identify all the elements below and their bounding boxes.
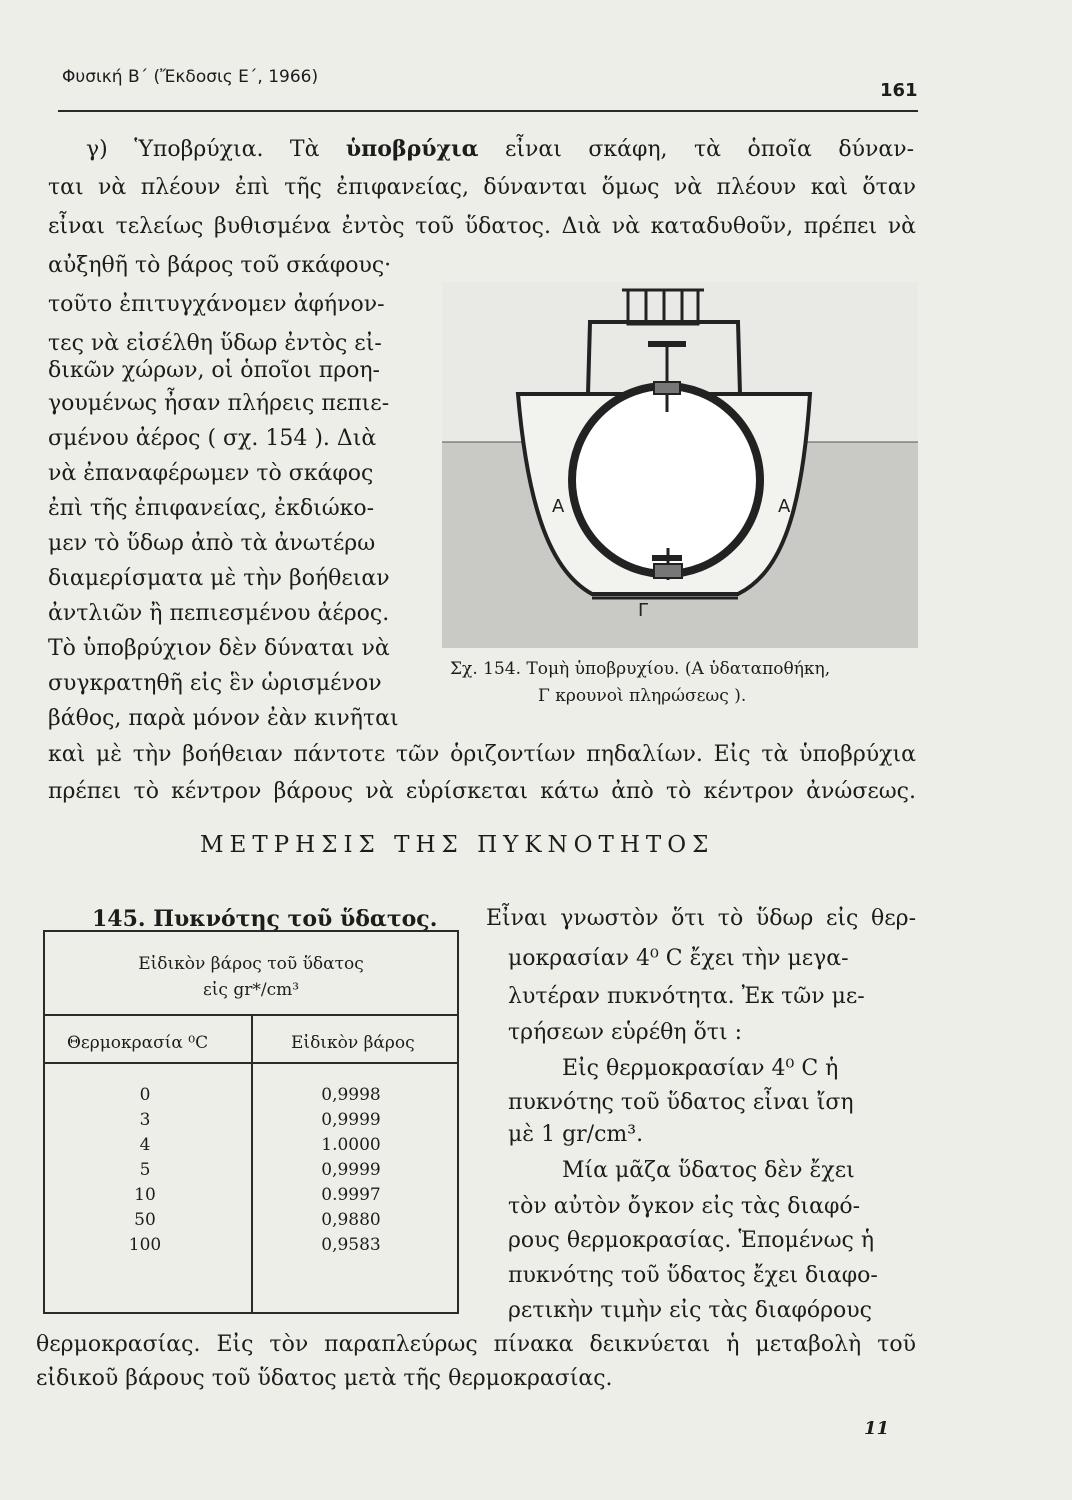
text-line: γ) Ὑποβρύχια. Τὰ ὑποβρύχια εἶναι σκάφη, τὰ ὁποῖα δύναν- — [86, 136, 915, 162]
text-line: αὐξηθῆ τὸ βάρος τοῦ σκάφους· — [48, 253, 392, 278]
column-header-specific-weight: Εἰδικὸν βάρος — [291, 1033, 415, 1053]
table-cell-value: 0,9999 — [321, 1110, 381, 1130]
text-line: Εἰς θερμοκρασίαν 4⁰ C ἡ — [562, 1056, 839, 1081]
header-rule — [58, 110, 918, 112]
text-line: μοκρασίαν 4⁰ C ἔχει τὴν μεγα- — [508, 946, 849, 971]
table-cell-temperature: 10 — [134, 1185, 156, 1205]
text-line: ρους θερμοκρασίας. Ἑπομένως ἡ — [508, 1228, 875, 1253]
table-cell-value: 0,9998 — [321, 1085, 381, 1105]
text-line: συγκρατηθῆ εἰς ἓν ὡρισμένον — [48, 671, 382, 696]
table-cell-temperature: 5 — [139, 1160, 151, 1180]
density-table — [43, 930, 459, 1314]
text-line: νὰ ἐπαναφέρωμεν τὸ σκάφος — [48, 461, 374, 486]
table-cell-value: 0,9583 — [321, 1235, 381, 1255]
text-line: εἰδικοῦ βάρους τοῦ ὕδατος μετὰ τῆς θερμοκρασίας. — [36, 1366, 613, 1391]
valve-top — [654, 382, 680, 394]
table-cell-value: 0.9997 — [321, 1185, 381, 1205]
table-cell-temperature: 4 — [139, 1135, 151, 1155]
figure-caption-line: Σχ. 154. Τομὴ ὑποβρυχίου. (Α ὑδαταποθήκη, — [450, 659, 831, 679]
text-line: ἐπὶ τῆς ἐπιφανείας, ἐκδιώκο- — [48, 496, 375, 521]
table-title: Εἰδικὸν βάρος τοῦ ὕδατος — [138, 954, 364, 974]
text-line: Τὸ ὑποβρύχιον δὲν δύναται νὰ — [48, 636, 390, 661]
text-line: σμένου ἀέρος ( σχ. 154 ). Διὰ — [48, 426, 377, 451]
text-line: τες νὰ εἰσέλθη ὕδωρ ἐντὸς εἰ- — [48, 331, 382, 356]
figure-caption-line: Γ κρουνοὶ πληρώσεως ). — [538, 686, 747, 706]
submarine-cross-section-figure — [442, 282, 918, 648]
text-line: εἶναι τελείως βυθισμένα ἐντὸς τοῦ ὕδατος. Διὰ νὰ καταδυθοῦν, πρέπει νὰ — [48, 214, 916, 239]
section-title: ΜΕΤΡΗΣΙΣ ΤΗΣ ΠΥΚΝΟΤΗΤΟΣ — [200, 832, 715, 858]
text-line: δικῶν χώρων, οἱ ὁποῖοι προη- — [48, 358, 380, 383]
subsection-label: γ) Ὑποβρύχια. — [86, 137, 264, 162]
column-header-temperature: Θερμοκρασία ⁰C — [67, 1033, 209, 1053]
text-line: βάθος, παρὰ μόνον ἐὰν κινῆται — [48, 706, 399, 731]
label-g: Γ — [638, 600, 649, 621]
table-cell-temperature: 3 — [139, 1110, 151, 1130]
table-column-divider — [251, 1014, 253, 1314]
label-a-left: Α — [552, 496, 565, 517]
subsection-heading: 145. Πυκνότης τοῦ ὕδατος. — [92, 906, 438, 932]
text-line: ἀντλιῶν ἢ πεπιεσμένου ἀέρος. — [48, 601, 390, 626]
table-cell-value: 0,9999 — [321, 1160, 381, 1180]
page-number: 161 — [880, 80, 918, 101]
label-a-right: Α — [778, 496, 791, 517]
table-cell-temperature: 50 — [134, 1210, 156, 1230]
text-line: τοῦτο ἐπιτυγχάνομεν ἀφήνον- — [48, 292, 385, 317]
table-cell-value: 0,9880 — [321, 1210, 381, 1230]
text-line: πυκνότης τοῦ ὕδατος ἔχει διαφο- — [508, 1263, 878, 1288]
running-header: Φυσική Β΄ (Ἔκδοσις Ε΄, 1966) — [62, 67, 319, 87]
text-line: τρήσεων εὑρέθη ὅτι : — [508, 1020, 742, 1045]
text-line: Μία μᾶζα ὕδατος δὲν ἔχει — [562, 1158, 855, 1183]
text-line: γουμένως ἦσαν πλήρεις πεπιε- — [48, 391, 390, 416]
table-units: εἰς gr*/cm³ — [202, 980, 300, 1000]
text-line: τὸν αὐτὸν ὄγκον εἰς τὰς διαφό- — [508, 1194, 861, 1219]
text-line: πυκνότης τοῦ ὕδατος εἶναι ἴση — [508, 1090, 854, 1115]
bold-term: ὑποβρύχια — [345, 136, 479, 162]
text-line: λυτέραν πυκνότητα. Ἐκ τῶν με- — [508, 984, 865, 1009]
text-line: μὲ 1 gr/cm³. — [508, 1122, 644, 1147]
signature-mark: 11 — [864, 1418, 890, 1439]
text-line: διαμερίσματα μὲ τὴν βοήθειαν — [48, 566, 390, 591]
valve-bottom — [654, 564, 682, 578]
text-line: Εἶναι γνωστὸν ὅτι τὸ ὕδωρ εἰς θερ- — [486, 906, 916, 931]
text-line: ται νὰ πλέουν ἐπὶ τῆς ἐπιφανείας, δύνανται ὅμως νὰ πλέουν καὶ ὅταν — [48, 175, 916, 200]
text-line: πρέπει τὸ κέντρον βάρους νὰ εὑρίσκεται κάτω ἀπὸ τὸ κέντρον ἀνώσεως. — [48, 779, 916, 804]
table-cell-value: 1.0000 — [321, 1135, 381, 1155]
pressure-hull — [572, 386, 760, 574]
text-line: καὶ μὲ τὴν βοήθειαν πάντοτε τῶν ὁριζοντίων πηδαλίων. Εἰς τὰ ὑποβρύχια — [48, 742, 916, 767]
table-cell-temperature: 0 — [139, 1085, 151, 1105]
table-cell-temperature: 100 — [128, 1235, 162, 1255]
text-line: θερμοκρασίας. Εἰς τὸν παραπλεύρως πίνακα δεικνύεται ἡ μεταβολὴ τοῦ — [36, 1332, 916, 1357]
text-line: ρετικὴν τιμὴν εἰς τὰς διαφόρους — [508, 1298, 872, 1323]
text-line: μεν τὸ ὕδωρ ἀπὸ τὰ ἀνωτέρω — [48, 531, 376, 556]
